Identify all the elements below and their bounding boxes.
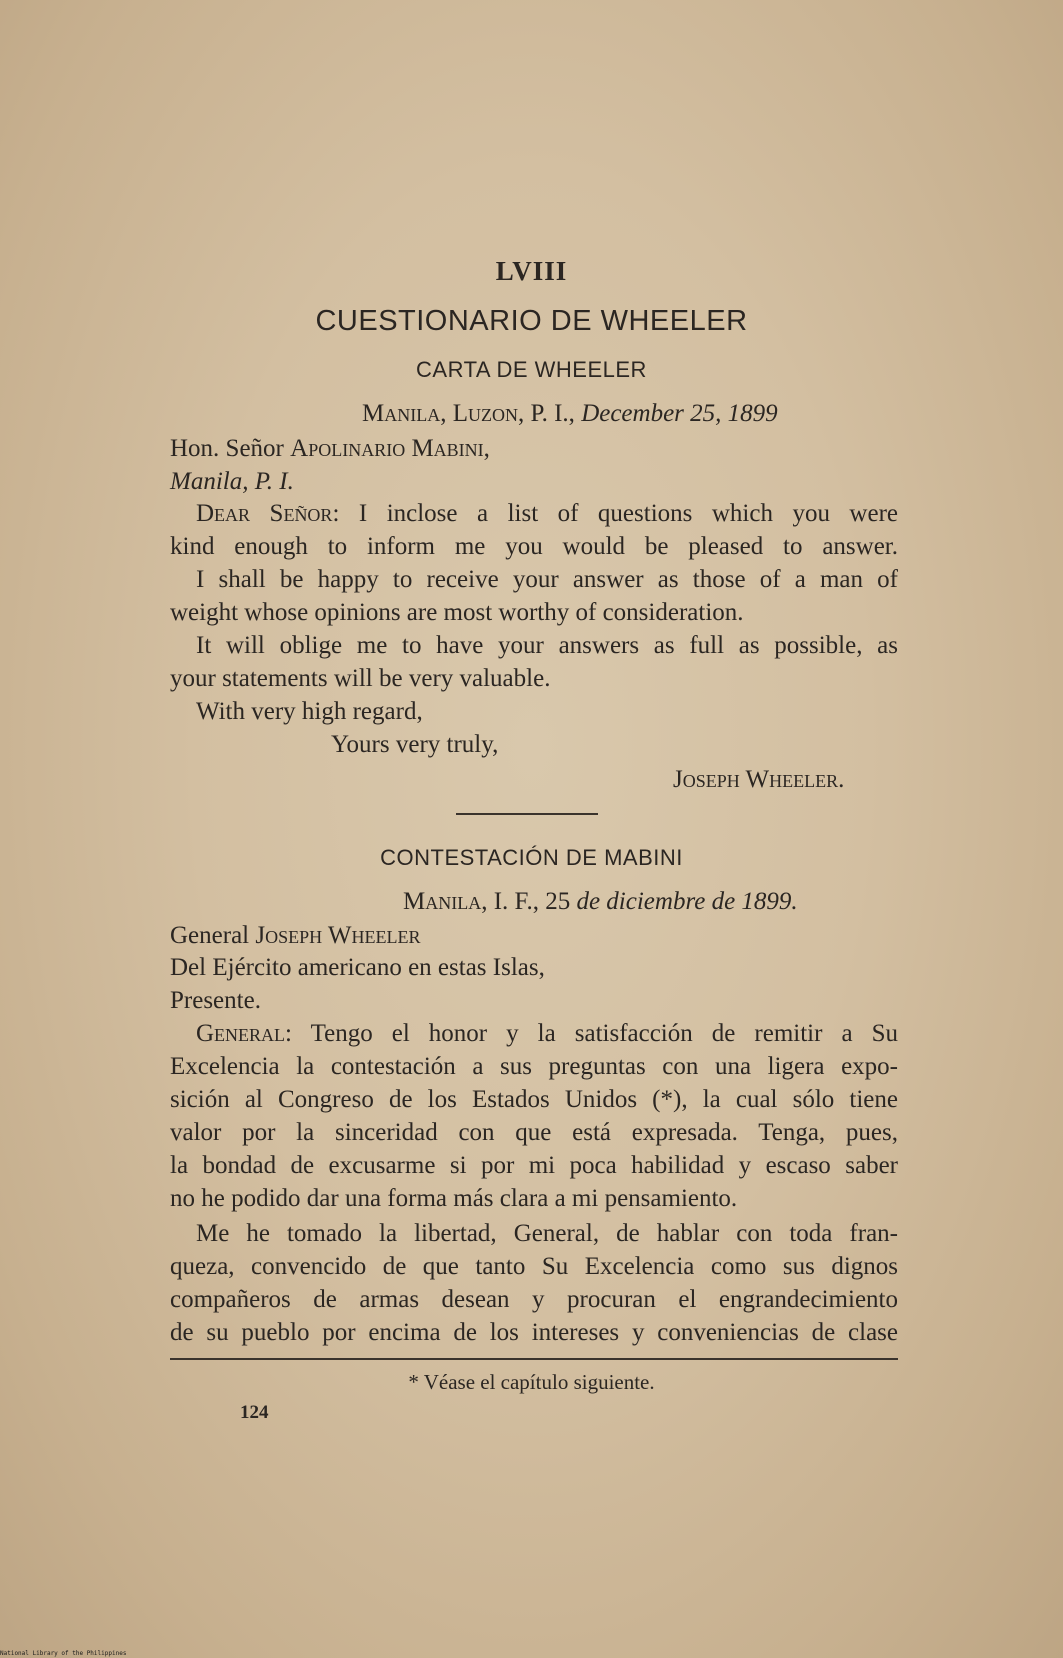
footnote-rule — [170, 1358, 898, 1360]
reply-body-line: queza, convencido de que tanto Su Excelencia como sus dignos — [170, 1253, 898, 1280]
letter-body-line: It will oblige me to have your answers as full as possible, as — [196, 632, 898, 659]
footnote: * Véase el capítulo siguiente. — [408, 1370, 655, 1394]
reply-place: Manila, I. F., 25 — [403, 888, 577, 915]
letter-body-line: your statements will be very valuable. — [170, 665, 551, 692]
reply-addressee-line: Presente. — [170, 987, 261, 1014]
reply-addressee-name: Joseph Wheeler — [255, 922, 421, 949]
letter-place: Manila, Luzon, P. I., — [362, 400, 582, 427]
reply-salutation: General — [196, 1020, 286, 1047]
reply-addressee-prefix: General — [170, 922, 256, 949]
reply-dateline — [403, 888, 798, 916]
letter-addressee-city: Manila, P. I. — [170, 468, 294, 495]
letter-addressee-name: Apolinario Mabini, — [290, 435, 490, 462]
letter-heading: CARTA DE WHEELER — [416, 357, 647, 382]
letter-body-line: : I inclose a list of questions which you were — [332, 500, 898, 527]
page-number: 124 — [240, 1402, 269, 1423]
letter-dateline — [362, 400, 778, 428]
reply-body-line: Excelencia la contestación a sus preguntas con una ligera expo- — [170, 1053, 898, 1080]
reply-body-line: Me he tomado la libertad, General, de hablar con toda fran- — [196, 1220, 898, 1247]
reply-heading: CONTESTACIÓN DE MABINI — [380, 845, 683, 870]
letter-date: December 25, 1899 — [581, 400, 778, 427]
section-divider — [456, 813, 598, 815]
reply-body-line: sición al Congreso de los Estados Unidos (*), la cual sólo tiene — [170, 1086, 898, 1113]
letter-signature: Joseph Wheeler. — [673, 766, 845, 793]
reply-body-line: no he podido dar una forma más clara a mi pensamiento. — [170, 1185, 738, 1212]
reply-body-line: : Tengo el honor y la satisfacción de remitir a Su — [285, 1020, 898, 1047]
reply-date: de diciembre de 1899. — [576, 888, 798, 915]
chapter-title: CUESTIONARIO DE WHEELER — [315, 305, 748, 337]
reply-body-line: compañeros de armas desean y procuran el engrandecimiento — [170, 1286, 898, 1313]
letter-closing: With very high regard, — [196, 698, 423, 725]
letter-body-line: I shall be happy to receive your answer as those of a man of — [196, 566, 898, 593]
letter-valediction: Yours very truly, — [331, 731, 499, 758]
reply-body-line: de su pueblo por encima de los intereses y conveniencias de clase — [170, 1319, 898, 1346]
letter-body-line: kind enough to inform me you would be pleased to answer. — [170, 533, 898, 560]
library-credit: National Library of the Philippines — [0, 1650, 127, 1657]
letter-line-1 — [196, 500, 898, 528]
reply-body-line: valor por la sinceridad con que está expresada. Tenga, pues, — [170, 1119, 898, 1146]
reply-line-1 — [196, 1020, 898, 1048]
letter-addressee — [170, 435, 490, 463]
reply-addressee — [170, 922, 421, 950]
letter-salutation: Dear Señor — [196, 500, 333, 527]
chapter-number: LVIII — [495, 256, 568, 286]
reply-body-line: la bondad de excusarme si por mi poca habilidad y escaso saber — [170, 1152, 898, 1179]
letter-body-line: weight whose opinions are most worthy of consideration. — [170, 599, 744, 626]
reply-addressee-line: Del Ejército americano en estas Islas, — [170, 954, 545, 981]
letter-addressee-prefix: Hon. Señor — [170, 435, 291, 462]
